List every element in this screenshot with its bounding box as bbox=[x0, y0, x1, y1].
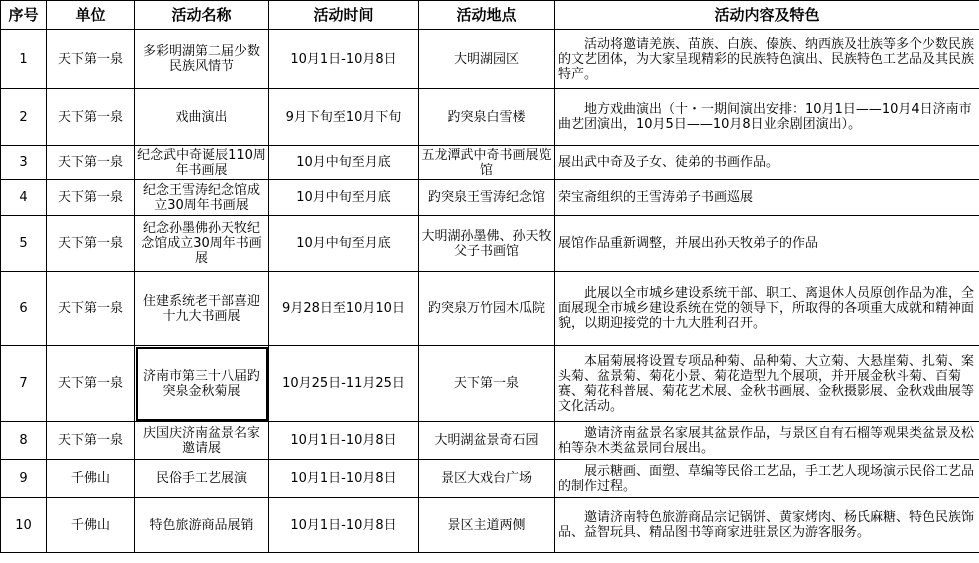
cell-unit[interactable]: 天下第一泉 bbox=[47, 146, 135, 180]
cell-place[interactable]: 天下第一泉 bbox=[419, 346, 555, 422]
cell-no[interactable]: 1 bbox=[1, 30, 47, 89]
cell-name[interactable]: 庆国庆济南盆景名家邀请展 bbox=[135, 422, 269, 460]
table-row bbox=[1, 498, 979, 553]
table-row bbox=[1, 89, 979, 146]
cell-unit[interactable]: 千佛山 bbox=[47, 460, 135, 498]
header-name[interactable]: 活动名称 bbox=[135, 1, 269, 30]
cell-name[interactable]: 纪念王雪涛纪念馆成立30周年书画展 bbox=[135, 180, 269, 216]
table-row bbox=[1, 460, 979, 498]
cell-no[interactable]: 6 bbox=[1, 272, 47, 346]
cell-no[interactable]: 7 bbox=[1, 346, 47, 422]
cell-unit[interactable]: 天下第一泉 bbox=[47, 346, 135, 422]
cell-place[interactable]: 趵突泉万竹园木瓜院 bbox=[419, 272, 555, 346]
cell-content[interactable]: 此展以全市城乡建设系统干部、职工、离退休人员原创作品为准，全面展现全市城乡建设系统在党的领导下，所取得的各项重大成就和精神面貌，以期迎接党的十九大胜利召开。 bbox=[555, 272, 979, 346]
cell-unit[interactable]: 天下第一泉 bbox=[47, 30, 135, 89]
cell-place[interactable]: 趵突泉白雪楼 bbox=[419, 89, 555, 146]
cell-unit[interactable]: 天下第一泉 bbox=[47, 272, 135, 346]
cell-content[interactable]: 展馆作品重新调整，并展出孙天牧弟子的作品 bbox=[555, 216, 979, 272]
cell-time[interactable]: 10月1日-10月8日 bbox=[269, 30, 419, 89]
header-no[interactable]: 序号 bbox=[1, 1, 47, 30]
cell-time[interactable]: 10月25日-11月25日 bbox=[269, 346, 419, 422]
cell-name[interactable]: 纪念武中奇诞辰110周年书画展 bbox=[135, 146, 269, 180]
cell-name[interactable]: 特色旅游商品展销 bbox=[135, 498, 269, 553]
cell-place[interactable]: 景区主道两侧 bbox=[419, 498, 555, 553]
cell-name[interactable]: 多彩明湖第二届少数民族风情节 bbox=[135, 30, 269, 89]
cell-name[interactable]: 住建系统老干部喜迎十九大书画展 bbox=[135, 272, 269, 346]
cell-content[interactable]: 展示糖画、面塑、草编等民俗工艺品，手工艺人现场演示民俗工艺品的制作过程。 bbox=[555, 460, 979, 498]
cell-no[interactable]: 4 bbox=[1, 180, 47, 216]
cell-content[interactable]: 本届菊展将设置专项品种菊、品种菊、大立菊、大悬崖菊、扎菊、案头菊、盆景菊、菊花小景、菊花造型九个展项，并开展金秋斗菊、百菊赛、菊花科普展、菊花艺术展、金秋书画展、金秋摄影展、金秋戏曲展等文化活动。 bbox=[555, 346, 979, 422]
cell-unit[interactable]: 千佛山 bbox=[47, 498, 135, 553]
cell-time[interactable]: 10月中旬至月底 bbox=[269, 146, 419, 180]
cell-time[interactable]: 10月1日-10月8日 bbox=[269, 498, 419, 553]
table-row bbox=[1, 146, 979, 180]
cell-content[interactable]: 活动将邀请羌族、苗族、白族、傣族、纳西族及壮族等多个少数民族的文艺团体，为大家呈现精彩的民族特色演出、民族特色工艺品及其民族特产。 bbox=[555, 30, 979, 89]
cell-content[interactable]: 地方戏曲演出（十・一期间演出安排：10月1日——10月4日济南市曲艺团演出，10月5日——10月8日业余剧团演出）。 bbox=[555, 89, 979, 146]
cell-place[interactable]: 大明湖园区 bbox=[419, 30, 555, 89]
cell-unit[interactable]: 天下第一泉 bbox=[47, 216, 135, 272]
cell-name[interactable]: 民俗手工艺展演 bbox=[135, 460, 269, 498]
cell-place[interactable]: 五龙潭武中奇书画展览馆 bbox=[419, 146, 555, 180]
cell-time[interactable]: 10月中旬至月底 bbox=[269, 216, 419, 272]
cell-name-selected[interactable]: 济南市第三十八届趵突泉金秋菊展 bbox=[135, 346, 269, 422]
cell-name[interactable]: 纪念孙墨佛孙天牧纪念馆成立30周年书画展 bbox=[135, 216, 269, 272]
table-row bbox=[1, 272, 979, 346]
cell-no[interactable]: 5 bbox=[1, 216, 47, 272]
cell-unit[interactable]: 天下第一泉 bbox=[47, 422, 135, 460]
cell-no[interactable]: 8 bbox=[1, 422, 47, 460]
cell-place[interactable]: 景区大戏台广场 bbox=[419, 460, 555, 498]
header-row bbox=[1, 1, 979, 30]
cell-time[interactable]: 10月1日-10月8日 bbox=[269, 422, 419, 460]
cell-unit[interactable]: 天下第一泉 bbox=[47, 180, 135, 216]
header-content[interactable]: 活动内容及特色 bbox=[555, 1, 979, 30]
cell-no[interactable]: 10 bbox=[1, 498, 47, 553]
cell-time[interactable]: 10月1日-10月8日 bbox=[269, 460, 419, 498]
table-row bbox=[1, 216, 979, 272]
cell-content[interactable]: 邀请济南盆景名家展其盆景作品，与景区自有石榴等观果类盆景及松柏等杂木类盆景同台展出。 bbox=[555, 422, 979, 460]
cell-time[interactable]: 9月28日至10月10日 bbox=[269, 272, 419, 346]
table-row bbox=[1, 422, 979, 460]
cell-content[interactable]: 展出武中奇及子女、徒弟的书画作品。 bbox=[555, 146, 979, 180]
table-row bbox=[1, 180, 979, 216]
cell-name[interactable]: 戏曲演出 bbox=[135, 89, 269, 146]
cell-place[interactable]: 大明湖盆景奇石园 bbox=[419, 422, 555, 460]
cell-content[interactable]: 邀请济南特色旅游商品宗记锅饼、黄家烤肉、杨氏麻糖、特色民族饰品、益智玩具、精品图书等商家进驻景区为游客服务。 bbox=[555, 498, 979, 553]
table-row bbox=[1, 30, 979, 89]
header-unit[interactable]: 单位 bbox=[47, 1, 135, 30]
cell-no[interactable]: 2 bbox=[1, 89, 47, 146]
header-place[interactable]: 活动地点 bbox=[419, 1, 555, 30]
cell-no[interactable]: 3 bbox=[1, 146, 47, 180]
table-row bbox=[1, 346, 979, 422]
cell-time[interactable]: 9月下旬至10月下旬 bbox=[269, 89, 419, 146]
cell-place[interactable]: 大明湖孙墨佛、孙天牧父子书画馆 bbox=[419, 216, 555, 272]
cell-no[interactable]: 9 bbox=[1, 460, 47, 498]
cell-place[interactable]: 趵突泉王雪涛纪念馆 bbox=[419, 180, 555, 216]
header-time[interactable]: 活动时间 bbox=[269, 1, 419, 30]
cell-content[interactable]: 荣宝斋组织的王雪涛弟子书画巡展 bbox=[555, 180, 979, 216]
cell-unit[interactable]: 天下第一泉 bbox=[47, 89, 135, 146]
cell-time[interactable]: 10月中旬至月底 bbox=[269, 180, 419, 216]
